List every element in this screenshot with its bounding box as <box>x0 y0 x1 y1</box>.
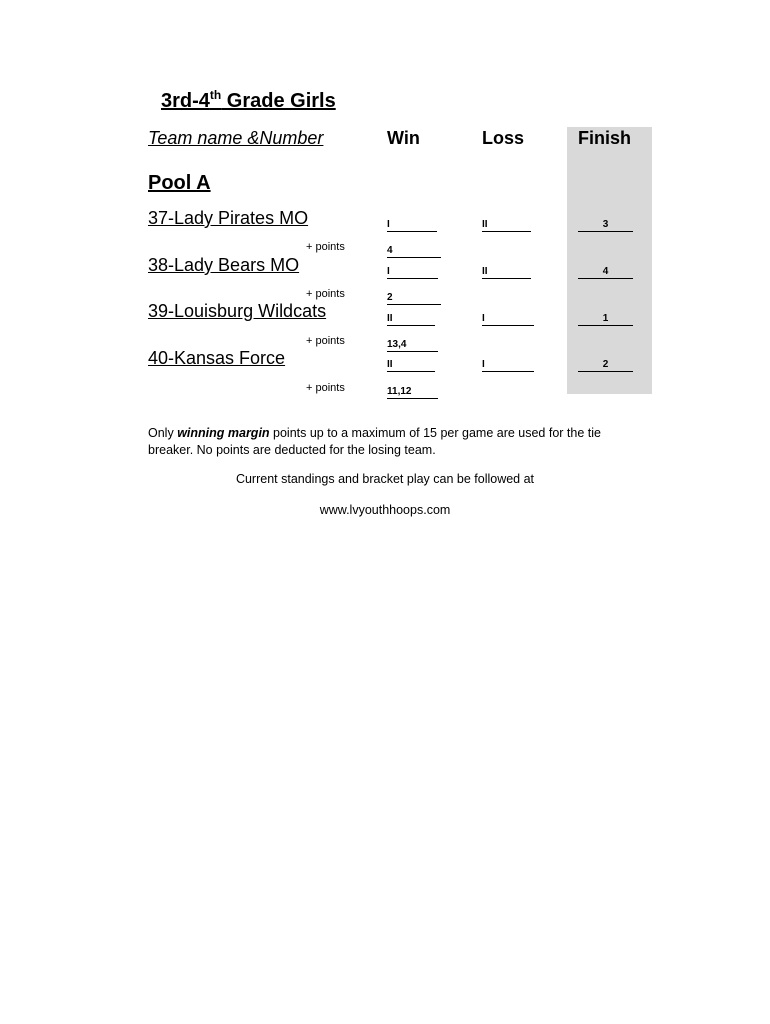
points-label: + points <box>306 335 345 347</box>
team-name: 39-Louisburg Wildcats <box>148 301 327 321</box>
finish-field[interactable]: 2 <box>578 354 633 372</box>
points-label: + points <box>306 288 345 300</box>
team-name: 38-Lady Bears MO <box>148 255 300 275</box>
tie-breaker-note: Only winning margin points up to a maximum of 15 per game are used for the tie breaker. No points are deducted for the losing team. <box>148 426 601 457</box>
header-team: Team name &Number <box>148 128 324 148</box>
points-field[interactable]: 13,4 <box>387 334 438 352</box>
loss-field[interactable]: II <box>482 261 531 279</box>
loss-field[interactable]: I <box>482 308 534 326</box>
title-superscript: th <box>209 88 222 102</box>
note-emphasis: winning margin <box>177 426 270 440</box>
team-name: 37-Lady Pirates MO <box>148 208 309 228</box>
title-suffix: Grade Girls <box>221 90 336 112</box>
points-field[interactable]: 11,12 <box>387 381 438 399</box>
points-label: + points <box>306 241 345 253</box>
finish-field[interactable]: 3 <box>578 214 633 232</box>
points-label: + points <box>306 382 345 394</box>
header-finish: Finish <box>578 128 631 148</box>
points-field[interactable]: 4 <box>387 240 441 258</box>
website-link[interactable]: www.lvyouthhoops.com <box>319 503 451 517</box>
win-field[interactable]: II <box>387 308 435 326</box>
win-field[interactable]: I <box>387 261 438 279</box>
win-field[interactable]: II <box>387 354 435 372</box>
follow-text: Current standings and bracket play can be followed at <box>235 472 535 486</box>
pool-title: Pool A <box>148 172 211 194</box>
finish-field[interactable]: 4 <box>578 261 633 279</box>
loss-field[interactable]: II <box>482 214 531 232</box>
page-title <box>161 90 336 113</box>
header-loss: Loss <box>482 128 525 148</box>
finish-field[interactable]: 1 <box>578 308 633 326</box>
title-prefix: 3rd-4 <box>161 90 210 112</box>
loss-field[interactable]: I <box>482 354 534 372</box>
win-field[interactable]: I <box>387 214 437 232</box>
team-name: 40-Kansas Force <box>148 348 286 368</box>
header-win: Win <box>387 128 420 148</box>
points-field[interactable]: 2 <box>387 287 441 305</box>
